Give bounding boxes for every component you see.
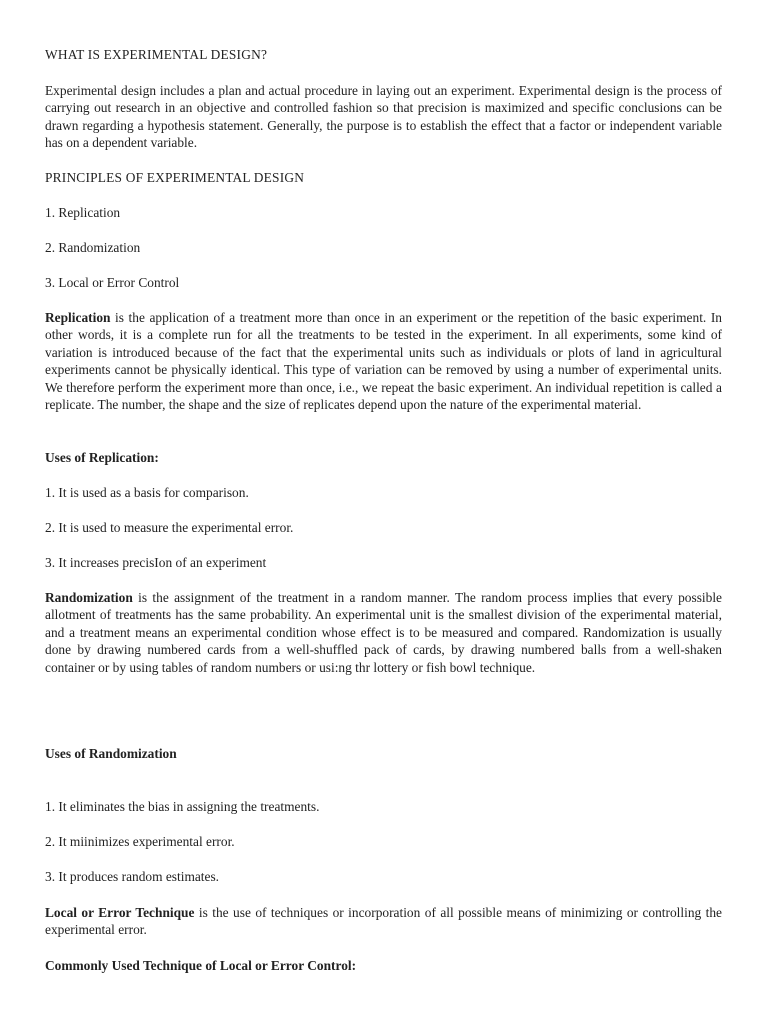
heading-what-is-experimental-design: WHAT IS EXPERIMENTAL DESIGN? [45,47,268,62]
replication-use-item: 3. It increases precisIon of an experiment [45,555,267,570]
local-error-paragraph [45,904,722,939]
heading-uses-of-replication: Uses of Replication: [45,450,159,465]
heading-common-technique: Commonly Used Technique of Local or Error Control: [45,958,357,973]
randomization-paragraph [45,589,722,676]
local-error-term: Local or Error Technique [45,905,195,920]
randomization-use-item: 1. It eliminates the bias in assigning the treatments. [45,799,320,814]
heading-principles: PRINCIPLES OF EXPERIMENTAL DESIGN [45,170,305,185]
replication-text: is the application of a treatment more than once in an experiment or the repetition of the basic experiment. In other words, it is a complete run for all the treatments to be tested in the experiment. In all experiments, some kind of variation is introduced because of the fact that the experimental units such as individuals or plots of land in agricultural experiments cannot be physically identical. This type of variation can be removed by using a number of experimental units. We therefore perform the experiment more than once, i.e., we repeat the basic experiment. An individual repetition is called a replicate. The number, the shape and the size of replicates depend upon the nature of the experimental material. [45,310,722,413]
principle-item: 1. Replication [45,205,121,220]
randomization-term: Randomization [45,590,133,605]
replication-term: Replication [45,310,111,325]
local-error-text: is the use of techniques or incorporation of all possible means of minimizing or controlling the experimental error. [45,905,722,938]
randomization-text: is the assignment of the treatment in a random manner. The random process implies that every possible allotment of treatments has the same probability. An experimental unit is the smallest division of the experimental material, and a treatment means an experimental condition whose effect is to be measured and compared. Randomization is usually done by drawing numbered cards from a well-shuffled pack of cards, by drawing numbered balls from a well-shaken container or by using tables of random numbers or usi:ng thr lottery or fish bowl technique. [45,590,722,675]
heading-uses-of-randomization: Uses of Randomization [45,746,177,761]
replication-paragraph [45,309,722,413]
principle-item: 3. Local or Error Control [45,275,180,290]
randomization-use-item: 3. It produces random estimates. [45,869,220,884]
randomization-use-item: 2. It miinimizes experimental error. [45,834,235,849]
replication-use-item: 1. It is used as a basis for comparison. [45,485,249,500]
replication-use-item: 2. It is used to measure the experimental error. [45,520,294,535]
intro-paragraph: Experimental design includes a plan and actual procedure in laying out an experiment. Experimental design is the process of carrying out research in an objective and controlled fashion so that precision is maximized and specific conclusions can be drawn regarding a hypothesis statement. Generally, the purpose is to establish the effect that a factor or independent variable has on a dependent variable. [45,83,722,151]
principle-item: 2. Randomization [45,240,141,255]
